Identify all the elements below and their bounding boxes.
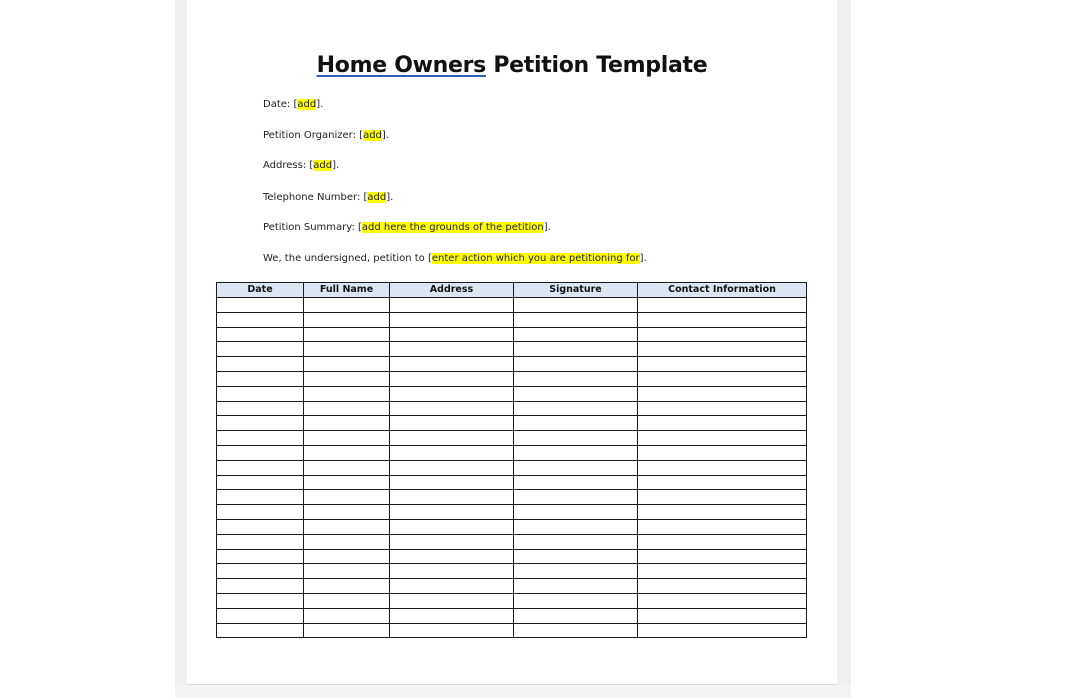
telephone-field <box>263 192 393 203</box>
table-cell[interactable] <box>514 298 638 313</box>
table-cell[interactable] <box>390 505 514 520</box>
table-cell[interactable] <box>514 371 638 386</box>
table-cell[interactable] <box>304 416 390 431</box>
bracket-close: ]. <box>639 253 647 264</box>
table-row <box>217 401 807 416</box>
table-cell[interactable] <box>304 460 390 475</box>
table-row <box>217 608 807 623</box>
table-cell[interactable] <box>217 460 304 475</box>
field-label: We, the undersigned, petition to <box>263 253 428 264</box>
table-cell[interactable] <box>304 579 390 594</box>
table-cell[interactable] <box>638 298 807 313</box>
table-cell[interactable] <box>304 445 390 460</box>
table-cell[interactable] <box>638 357 807 372</box>
action-placeholder[interactable]: enter action which you are petitioning for <box>431 253 640 264</box>
table-row <box>217 460 807 475</box>
summary-placeholder[interactable]: add here the grounds of the petition <box>361 222 544 233</box>
table-cell[interactable] <box>217 371 304 386</box>
table-cell[interactable] <box>304 519 390 534</box>
table-cell[interactable] <box>638 579 807 594</box>
organizer-field <box>263 130 389 141</box>
table-cell[interactable] <box>638 549 807 564</box>
table-row <box>217 475 807 490</box>
bracket-close: ]. <box>543 222 551 233</box>
table-cell[interactable] <box>390 460 514 475</box>
table-cell[interactable] <box>390 416 514 431</box>
table-row <box>217 549 807 564</box>
table-cell[interactable] <box>217 549 304 564</box>
table-cell[interactable] <box>390 298 514 313</box>
table-cell[interactable] <box>638 519 807 534</box>
table-cell[interactable] <box>514 445 638 460</box>
table-cell[interactable] <box>514 534 638 549</box>
table-cell[interactable] <box>217 623 304 638</box>
table-cell[interactable] <box>217 327 304 342</box>
table-cell[interactable] <box>390 534 514 549</box>
table-cell[interactable] <box>304 357 390 372</box>
table-cell[interactable] <box>514 623 638 638</box>
table-cell[interactable] <box>390 386 514 401</box>
date-placeholder[interactable]: add <box>297 99 317 110</box>
table-cell[interactable] <box>638 505 807 520</box>
canvas-gutter-left <box>175 0 187 698</box>
table-cell[interactable] <box>390 564 514 579</box>
table-cell[interactable] <box>514 475 638 490</box>
table-cell[interactable] <box>217 505 304 520</box>
field-label: Date: <box>263 99 294 110</box>
canvas-gutter-right <box>837 0 851 698</box>
table-cell[interactable] <box>304 608 390 623</box>
table-cell[interactable] <box>638 534 807 549</box>
table-row <box>217 505 807 520</box>
field-label: Address: <box>263 160 310 171</box>
table-row <box>217 519 807 534</box>
table-cell[interactable] <box>514 505 638 520</box>
document-title <box>187 53 837 78</box>
table-cell[interactable] <box>514 608 638 623</box>
table-cell[interactable] <box>390 579 514 594</box>
header-full-name: Full Name <box>304 283 390 298</box>
table-cell[interactable] <box>304 401 390 416</box>
table-row <box>217 386 807 401</box>
table-cell[interactable] <box>217 357 304 372</box>
title-spellchecked-text[interactable]: Home Owners <box>316 53 486 78</box>
table-cell[interactable] <box>514 431 638 446</box>
table-body <box>217 298 807 638</box>
table-cell[interactable] <box>390 445 514 460</box>
header-contact-information: Contact Information <box>638 283 807 298</box>
table-cell[interactable] <box>390 475 514 490</box>
table-cell[interactable] <box>638 475 807 490</box>
table-cell[interactable] <box>390 593 514 608</box>
table-cell[interactable] <box>514 549 638 564</box>
table-cell[interactable] <box>514 579 638 594</box>
table-cell[interactable] <box>217 401 304 416</box>
table-cell[interactable] <box>304 327 390 342</box>
table-cell[interactable] <box>514 327 638 342</box>
field-label: Telephone Number: <box>263 192 364 203</box>
document-page <box>187 0 837 685</box>
bracket-open: [ <box>359 130 364 141</box>
table-cell[interactable] <box>638 608 807 623</box>
table-cell[interactable] <box>304 549 390 564</box>
table-cell[interactable] <box>304 534 390 549</box>
table-cell[interactable] <box>217 431 304 446</box>
table-cell[interactable] <box>514 416 638 431</box>
table-cell[interactable] <box>390 327 514 342</box>
table-cell[interactable] <box>390 431 514 446</box>
table-cell[interactable] <box>390 490 514 505</box>
bracket-open: [ <box>358 222 362 233</box>
table-cell[interactable] <box>514 357 638 372</box>
table-cell[interactable] <box>514 593 638 608</box>
table-cell[interactable] <box>638 416 807 431</box>
table-cell[interactable] <box>304 312 390 327</box>
table-cell[interactable] <box>217 298 304 313</box>
table-cell[interactable] <box>390 608 514 623</box>
bracket-open: [ <box>427 253 432 264</box>
table-cell[interactable] <box>638 401 807 416</box>
table-row <box>217 445 807 460</box>
table-cell[interactable] <box>390 342 514 357</box>
canvas-bottom-strip <box>175 685 851 698</box>
table-cell[interactable] <box>390 623 514 638</box>
table-row <box>217 357 807 372</box>
summary-field <box>263 222 551 233</box>
table-cell[interactable] <box>217 593 304 608</box>
title-text: Petition Template <box>493 53 708 78</box>
date-field <box>263 99 323 110</box>
table-cell[interactable] <box>217 312 304 327</box>
header-address: Address <box>390 283 514 298</box>
table-cell[interactable] <box>304 490 390 505</box>
table-cell[interactable] <box>514 519 638 534</box>
organizer-placeholder[interactable]: add <box>363 130 382 141</box>
header-signature: Signature <box>514 283 638 298</box>
table-cell[interactable] <box>638 342 807 357</box>
table-cell[interactable] <box>638 460 807 475</box>
table-cell[interactable] <box>390 549 514 564</box>
bracket-open: [ <box>309 160 314 171</box>
table-row <box>217 431 807 446</box>
table-row <box>217 490 807 505</box>
table-cell[interactable] <box>514 401 638 416</box>
table-cell[interactable] <box>638 564 807 579</box>
table-cell[interactable] <box>304 505 390 520</box>
table-cell[interactable] <box>217 519 304 534</box>
table-cell[interactable] <box>638 490 807 505</box>
table-cell[interactable] <box>638 431 807 446</box>
table-cell[interactable] <box>514 342 638 357</box>
table-cell[interactable] <box>638 386 807 401</box>
table-cell[interactable] <box>390 357 514 372</box>
table-cell[interactable] <box>304 431 390 446</box>
table-cell[interactable] <box>638 623 807 638</box>
table-cell[interactable] <box>304 371 390 386</box>
field-label: Petition Summary: <box>263 222 359 233</box>
bracket-close: ]. <box>386 192 394 203</box>
table-cell[interactable] <box>217 608 304 623</box>
table-row <box>217 593 807 608</box>
table-cell[interactable] <box>217 534 304 549</box>
table-cell[interactable] <box>514 490 638 505</box>
table-cell[interactable] <box>514 564 638 579</box>
table-cell[interactable] <box>217 416 304 431</box>
table-row <box>217 579 807 594</box>
table-cell[interactable] <box>514 386 638 401</box>
table-cell[interactable] <box>304 564 390 579</box>
table-row <box>217 534 807 549</box>
table-cell[interactable] <box>390 371 514 386</box>
telephone-placeholder[interactable]: add <box>367 192 387 203</box>
table-row <box>217 623 807 638</box>
table-cell[interactable] <box>304 593 390 608</box>
table-cell[interactable] <box>217 579 304 594</box>
table-cell[interactable] <box>638 593 807 608</box>
table-cell[interactable] <box>217 445 304 460</box>
table-cell[interactable] <box>217 490 304 505</box>
action-statement <box>263 253 647 264</box>
table-cell[interactable] <box>638 371 807 386</box>
table-cell[interactable] <box>304 342 390 357</box>
header-date: Date <box>217 283 304 298</box>
address-field <box>263 160 339 171</box>
bracket-close: ]. <box>381 130 389 141</box>
bracket-open: [ <box>363 192 368 203</box>
table-header-row <box>217 283 807 298</box>
table-cell[interactable] <box>304 475 390 490</box>
table-cell[interactable] <box>638 312 807 327</box>
table-cell[interactable] <box>304 623 390 638</box>
table-row <box>217 564 807 579</box>
bracket-close: ]. <box>332 160 340 171</box>
address-placeholder[interactable]: add <box>313 160 333 171</box>
table-cell[interactable] <box>217 386 304 401</box>
table-cell[interactable] <box>304 386 390 401</box>
table-row <box>217 342 807 357</box>
table-cell[interactable] <box>217 475 304 490</box>
table-cell[interactable] <box>390 519 514 534</box>
table-row <box>217 327 807 342</box>
table-cell[interactable] <box>514 312 638 327</box>
bracket-close: ]. <box>316 99 324 110</box>
table-cell[interactable] <box>638 445 807 460</box>
table-row <box>217 371 807 386</box>
table-row <box>217 416 807 431</box>
table-cell[interactable] <box>638 327 807 342</box>
table-cell[interactable] <box>217 342 304 357</box>
table-cell[interactable] <box>304 298 390 313</box>
table-row <box>217 312 807 327</box>
table-cell[interactable] <box>390 401 514 416</box>
table-cell[interactable] <box>514 460 638 475</box>
bracket-open: [ <box>293 99 298 110</box>
field-label: Petition Organizer: <box>263 130 360 141</box>
table-cell[interactable] <box>217 564 304 579</box>
signature-table <box>216 282 807 638</box>
table-cell[interactable] <box>390 312 514 327</box>
table-row <box>217 298 807 313</box>
